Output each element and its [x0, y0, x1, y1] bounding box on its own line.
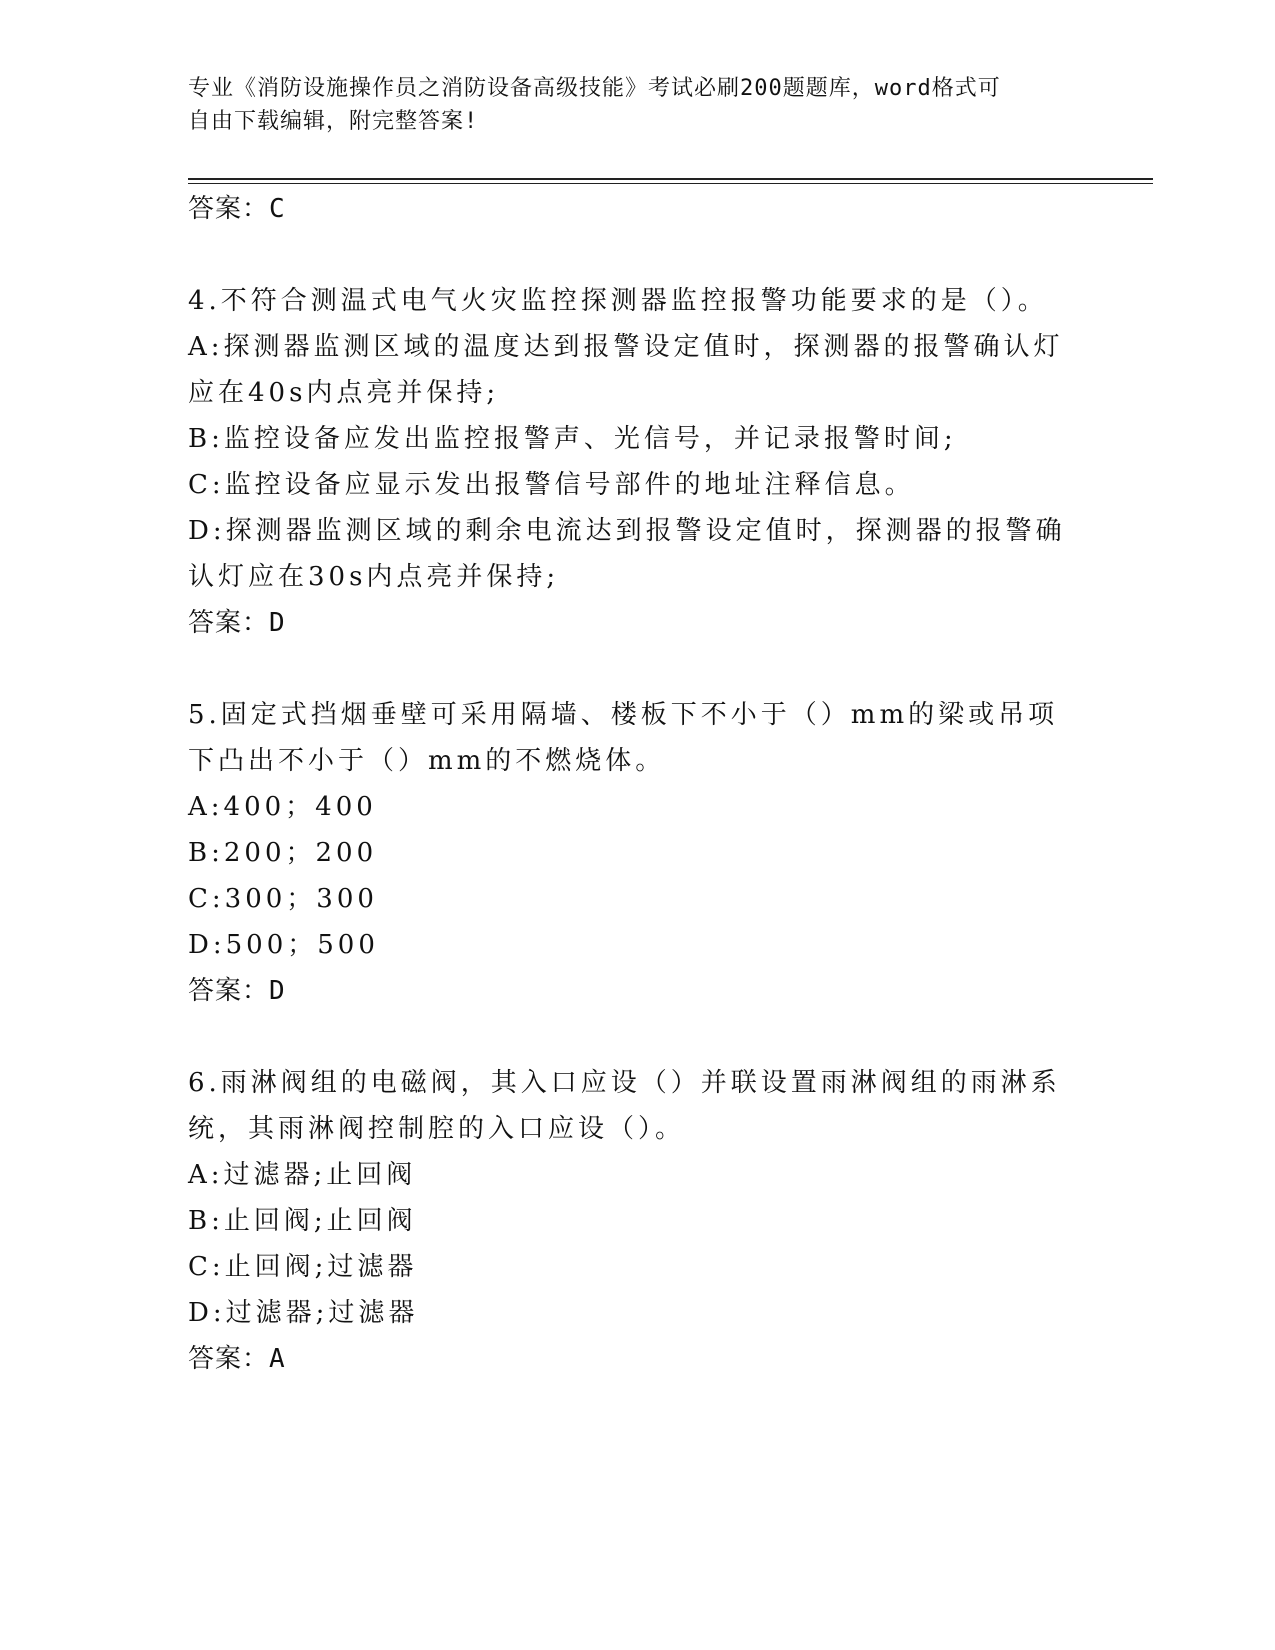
- option-c: C:止回阀;过滤器: [188, 1252, 418, 1282]
- option-a: A:过滤器;止回阀: [188, 1160, 417, 1190]
- question-block: [188, 1060, 1088, 1382]
- option-c: C:监控设备应显示发出报警信号部件的地址注释信息。: [188, 470, 915, 500]
- question-content: [188, 186, 1088, 1382]
- header-line-1: 专业《消防设施操作员之消防设备高级技能》考试必刷200题题库，word格式可: [188, 76, 1001, 101]
- question-text: 5.固定式挡烟垂壁可采用隔墙、楼板下不小于（）mm的梁或吊项下凸出不小于（）mm的不燃烧体。: [188, 700, 1059, 776]
- option-a: A:400；400: [188, 792, 377, 822]
- question-text: 4.不符合测温式电气火灾监控探测器监控报警功能要求的是（）。: [188, 286, 1048, 316]
- option-d: D:过滤器;过滤器: [188, 1298, 419, 1328]
- answer-text: 答案：D: [188, 976, 286, 1006]
- option-a: A:探测器监测区域的温度达到报警设定值时，探测器的报警确认灯应在40s内点亮并保持;: [188, 332, 1064, 408]
- option-c: C:300；300: [188, 884, 378, 914]
- question-block: [188, 278, 1088, 646]
- previous-answer: 答案：C: [188, 194, 286, 224]
- header-divider-thin: [188, 183, 1153, 184]
- question-text: 6.雨淋阀组的电磁阀，其入口应设（）并联设置雨淋阀组的雨淋系统，其雨淋阀控制腔的入口应设（）。: [188, 1068, 1061, 1144]
- answer-text: 答案：D: [188, 608, 286, 638]
- option-b: B:监控设备应发出监控报警声、光信号，并记录报警时间;: [188, 424, 957, 454]
- option-d: D:500；500: [188, 930, 379, 960]
- question-block: [188, 692, 1088, 1014]
- spacer: [188, 1014, 1088, 1060]
- header-divider-thick: [188, 178, 1153, 180]
- answer-text: 答案：A: [188, 1344, 286, 1374]
- option-d: D:探测器监测区域的剩余电流达到报警设定值时，探测器的报警确认灯应在30s内点亮并保持;: [188, 516, 1066, 592]
- document-header: [188, 72, 1068, 138]
- spacer: [188, 232, 1088, 278]
- option-b: B:止回阀;止回阀: [188, 1206, 417, 1236]
- option-b: B:200；200: [188, 838, 378, 868]
- spacer: [188, 646, 1088, 692]
- header-line-2: 自由下载编辑，附完整答案!: [188, 109, 479, 134]
